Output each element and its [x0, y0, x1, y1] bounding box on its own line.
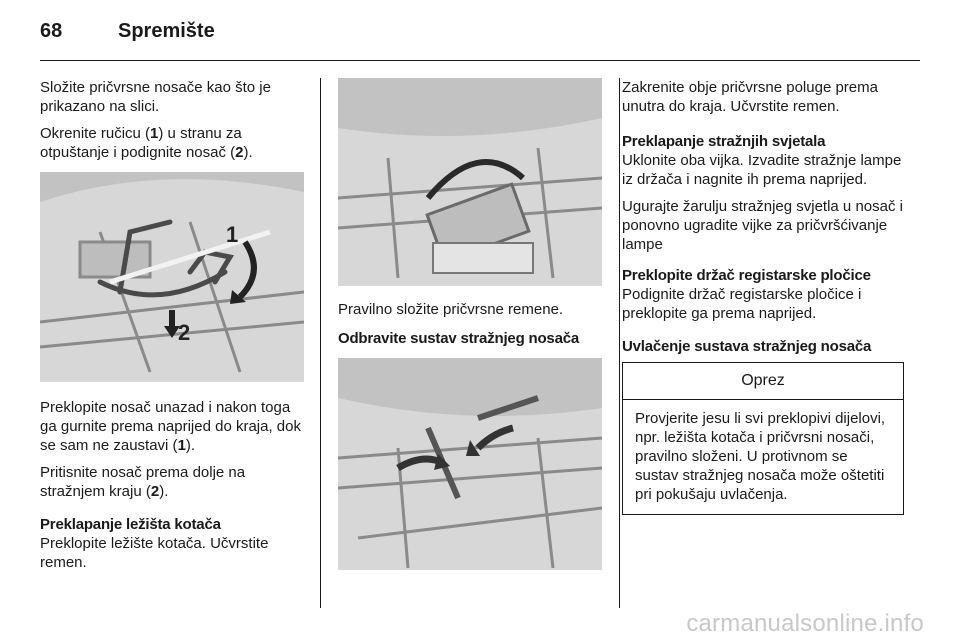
subheading: Preklapanje ležišta kotača	[40, 516, 221, 533]
page-number: 68	[40, 20, 63, 42]
illustration-release-carrier	[40, 172, 304, 382]
paragraph: Ugurajte žarulju stražnjeg svjetla u nosač i ponovno ugradite vijke za pričvršćivanje lampe	[622, 198, 903, 253]
column-3	[622, 78, 904, 515]
page-header	[40, 20, 215, 50]
subheading: Preklapanje stražnjih svjetala	[622, 133, 826, 150]
paragraph: Pravilno složite pričvrsne remene.	[338, 301, 564, 318]
paragraph: Zakrenite obje pričvrsne poluge prema unutra do kraja. Učvrstite remen.	[622, 79, 878, 115]
figure-label: 2	[178, 320, 191, 345]
paragraph: Uklonite oba vijka. Izvadite stražnje lampe iz držača i nagnite ih prema naprijed.	[622, 152, 902, 188]
figure-label: 1	[226, 222, 239, 247]
paragraph: Podignite držač registarske pločice i preklopite ga prema naprijed.	[622, 286, 862, 322]
paragraph: Preklopite ležište kotača. Učvrstite remen.	[40, 535, 269, 571]
caution-text: Provjerite jesu li svi preklopivi dijelovi, npr. ležišta kotača i pričvrsni nosači, pravilno složeni. U protivnom se sustav stražnjeg nosača može oštetiti pri pokušaju uvlačenja.	[635, 410, 886, 503]
subheading: Uvlačenje sustava stražnjeg nosača	[622, 338, 872, 355]
paragraph: Pritisnite nosač prema dolje na stražnjem kraju (2).	[40, 464, 246, 500]
illustration-unlock-carrier	[338, 358, 602, 570]
column-divider-2	[619, 78, 620, 608]
paragraph: Okrenite ručicu (1) u stranu za otpuštanje i podignite nosač (2).	[40, 125, 253, 161]
subheading: Preklopite držač registarske pločice	[622, 267, 871, 284]
caution-box	[622, 362, 904, 515]
subheading: Odbravite sustav stražnjeg nosača	[338, 330, 579, 347]
illustration-fold-straps	[338, 78, 602, 286]
header-rule	[40, 60, 920, 61]
column-1	[40, 78, 304, 580]
column-2	[338, 78, 602, 570]
caution-title: Oprez	[623, 363, 903, 400]
watermark: carmanualsonline.info	[686, 610, 924, 637]
column-divider-1	[320, 78, 321, 608]
paragraph: Preklopite nosač unazad i nakon toga ga gurnite prema naprijed do kraja, dok se sam ne zaustavi (1).	[40, 399, 301, 454]
section-title: Spremište	[118, 20, 215, 42]
paragraph: Složite pričvrsne nosače kao što je prikazano na slici.	[40, 79, 271, 115]
